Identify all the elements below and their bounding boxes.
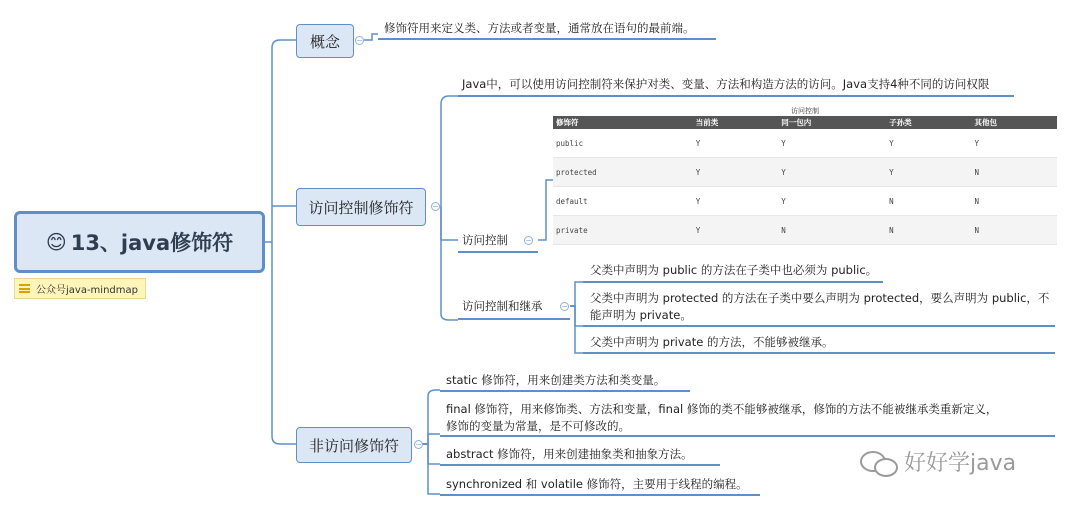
non-access-item-underline <box>440 464 720 466</box>
concept-text: 修饰符用来定义类、方法或者变量，通常放在语句的最前端。 <box>384 21 695 35</box>
table-cell: private <box>553 216 693 245</box>
non-access-item-underline <box>440 435 1055 437</box>
table-row <box>553 129 1057 158</box>
table-row <box>553 216 1057 245</box>
table-row <box>553 187 1057 216</box>
table-cell: Y <box>972 129 1057 158</box>
table-header: 同一包内 <box>778 116 886 129</box>
table-cell: N <box>972 216 1057 245</box>
table-cell: N <box>886 216 971 245</box>
table-cell: N <box>778 216 886 245</box>
table-cell: Y <box>778 158 886 187</box>
table-cell: protected <box>553 158 693 187</box>
table-cell: Y <box>778 187 886 216</box>
access-collapse-icon[interactable]: − <box>432 202 439 211</box>
wechat-icon <box>858 449 898 475</box>
root-topic[interactable] <box>14 211 265 273</box>
non-access-item: final 修饰符，用来修饰类、方法和变量，final 修饰的类不能够被继承，修饰的方法不能被继承类重新定义，修饰的变量为常量，是不可修改的。 <box>446 402 998 433</box>
table-header-row <box>553 116 1057 129</box>
inherit-item-underline <box>583 325 1055 327</box>
smile-emoji-icon: 😊 <box>45 230 67 254</box>
access-control-collapse-icon[interactable]: − <box>525 236 532 245</box>
source-tag-label: 公众号java-mindmap <box>36 285 138 296</box>
access-table-caption: 访问控制 <box>791 107 819 115</box>
watermark-text: 好好学java <box>904 451 1017 476</box>
access-table <box>553 106 1057 245</box>
access-intro-underline <box>458 95 1014 97</box>
inherit-item: 父类中声明为 private 的方法，不能够被继承。 <box>590 335 834 349</box>
inherit-label: 访问控制和继承 <box>462 299 543 313</box>
inherit-collapse-icon[interactable]: − <box>561 302 568 311</box>
table-header: 子孙类 <box>886 116 971 129</box>
concept-collapse-icon[interactable]: − <box>356 36 363 45</box>
access-intro-text: Java中，可以使用访问控制符来保护对类、变量、方法和构造方法的访问。Java支持4种不同的访问权限 <box>462 77 990 91</box>
table-cell: Y <box>693 187 778 216</box>
table-cell: Y <box>693 216 778 245</box>
inherit-item: 父类中声明为 protected 的方法在子类中要么声明为 protected，要么声明为 public，不能声明为 private。 <box>590 291 1050 322</box>
non-access-modifier-label: 非访问修饰符 <box>308 436 399 455</box>
non-access-item: synchronized 和 volatile 修饰符，主要用于线程的编程。 <box>446 477 748 491</box>
non-access-item: static 修饰符，用来创建类方法和类变量。 <box>446 373 666 387</box>
table-cell: N <box>972 187 1057 216</box>
non-access-modifier-node[interactable] <box>296 427 412 463</box>
access-control-label: 访问控制 <box>462 233 508 247</box>
non-access-item-underline <box>440 494 760 496</box>
table-cell: Y <box>693 129 778 158</box>
table-cell: Y <box>778 129 886 158</box>
source-tag <box>14 278 146 299</box>
inherit-item: 父类中声明为 public 的方法在子类中也必须为 public。 <box>590 263 878 277</box>
non-access-item: abstract 修饰符，用来创建抽象类和抽象方法。 <box>446 447 693 461</box>
watermark <box>858 446 1016 477</box>
concept-node[interactable] <box>296 24 354 58</box>
access-modifier-label: 访问控制修饰符 <box>308 198 414 217</box>
table-cell: Y <box>886 158 971 187</box>
non-access-collapse-icon[interactable]: − <box>415 440 422 449</box>
concept-label: 概念 <box>309 32 340 51</box>
non-access-item-underline <box>440 390 690 392</box>
access-control-underline <box>458 251 538 253</box>
inherit-item-underline <box>583 352 1055 354</box>
table-row <box>553 158 1057 187</box>
table-cell: public <box>553 129 693 158</box>
table-header: 其他包 <box>972 116 1057 129</box>
concept-underline <box>378 38 716 40</box>
inherit-underline <box>458 318 570 320</box>
table-cell: default <box>553 187 693 216</box>
table-cell: Y <box>693 158 778 187</box>
table-cell: N <box>972 158 1057 187</box>
table-cell: N <box>886 187 971 216</box>
root-title: 13、java修饰符 <box>70 231 234 255</box>
list-icon <box>19 284 30 293</box>
access-modifier-node[interactable] <box>296 188 426 226</box>
inherit-item-underline <box>583 281 883 283</box>
table-cell: Y <box>886 129 971 158</box>
table-header: 当前类 <box>693 116 778 129</box>
table-header: 修饰符 <box>553 116 693 129</box>
